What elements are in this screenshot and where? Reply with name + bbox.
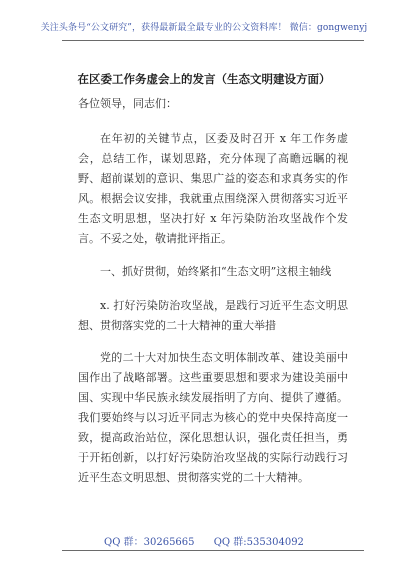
section-heading-1: 一、抓好贯彻，始终紧扣“生态文明”这根主轴线 xyxy=(100,265,332,278)
header-divider xyxy=(62,40,364,41)
footer-qq-group-2: QQ 群:535304092 xyxy=(213,537,304,548)
footer-divider xyxy=(62,550,364,551)
paragraph-intro: 在年初的关键节点，区委及时召开 x 年工作务虚会，总结工作，谋划思路，充分体现了高瞻远瞩的视野、超前谋划的意识、集思广益的姿态和求真务实的作风。根据会议安排，我就重点围绕深入贯彻落实习近平生态文明思想，坚决打好 x 年污染防治攻坚战作个发言。不妥之处，敬请批评指正。 xyxy=(78,132,348,245)
page-header: 关注头条号“公文研究”，获得最新最全最专业的公文资料库！ 微信：gongwenyj xyxy=(40,23,368,33)
subsection-heading-1: x. 打好污染防治攻坚战，是践行习近平生态文明思想、贯彻落实党的二十大精神的重大举措 xyxy=(78,299,348,332)
document-title: 在区委工作务虚会上的发言（生态文明建设方面） xyxy=(77,72,331,86)
footer-qq-group-1: QQ 群：30265665 xyxy=(104,537,195,548)
page-footer xyxy=(0,533,408,548)
paragraph-body: 党的二十大对加快生态文明体制改革、建设美丽中国作出了战略部署。这些重要思想和要求为建设美丽中国、实现中华民族永续发展指明了方向、提供了遵循。我们要始终与以习近平同志为核心的党中央保持高度一致，提高政治站位，深化思想认识，强化责任担当，勇于开拓创新，以打好污染防治攻坚战的实际行动践行习近平生态文明思想、贯彻落实党的二十大精神。 xyxy=(78,351,348,484)
salutation: 各位领导，同志们： xyxy=(78,97,177,110)
